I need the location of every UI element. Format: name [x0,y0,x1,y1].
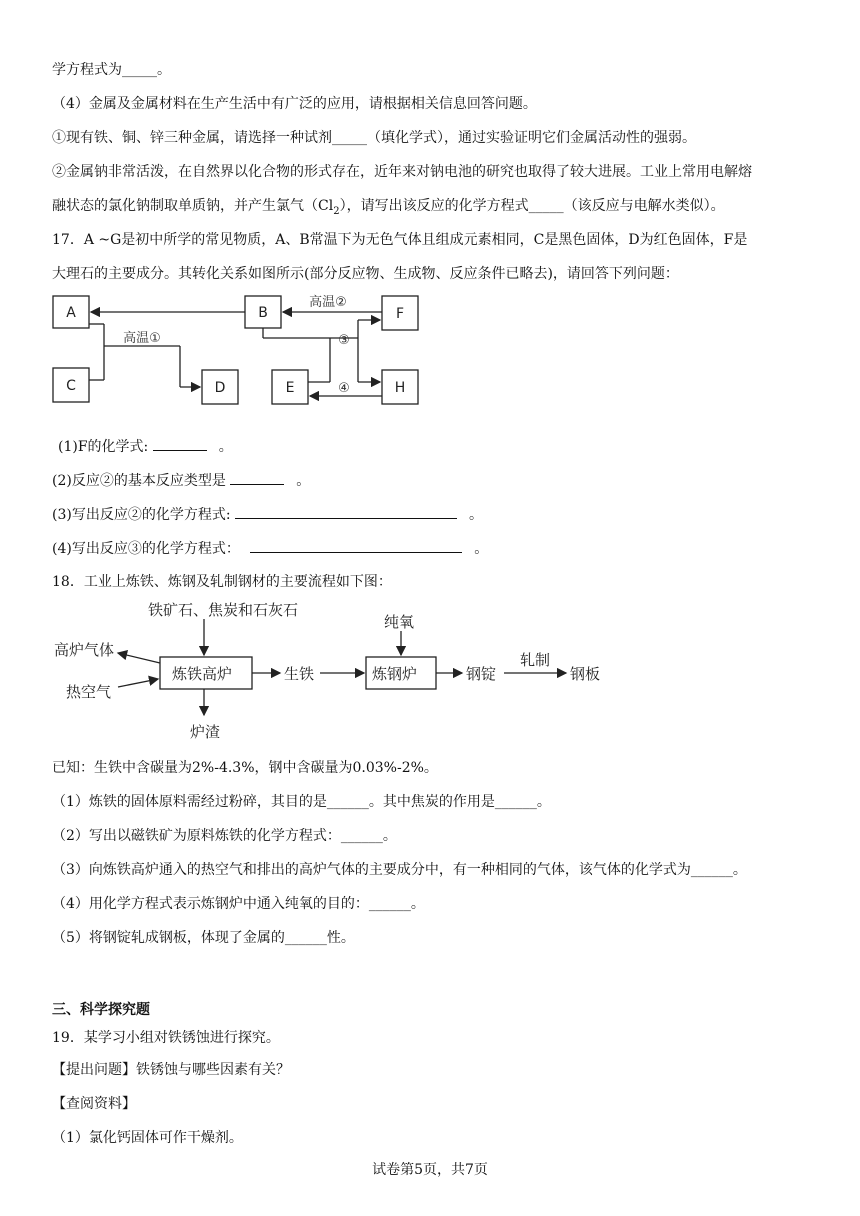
q17-stem-line2: 大理石的主要成分。其转化关系如图所示(部分反应物、生成物、反应条件已略去)，请回答下列问题： [52,266,679,282]
flow-oxygen: 纯氧 [384,613,415,631]
q17-q3-end: 。 [469,507,483,523]
page-footer: 试卷第5页，共7页 [372,1162,488,1178]
q17-q3-text: (3)写出反应②的化学方程式: [52,507,235,523]
q18-p5: （5）将钢锭轧成钢板，体现了金属的______性。 [52,930,355,946]
q16-tail-text: 学方程式为_____。 [52,62,171,78]
q18-known: 已知：生铁中含碳量为2%-4.3%，钢中含碳量为0.03%-2%。 [52,760,438,776]
arrow-hot-air-in [118,679,158,687]
q19-question: 【提出问题】铁锈蚀与哪些因素有关？ [52,1062,290,1078]
label-gaowen-1: 高温① [123,331,161,346]
arrow-gas-out [118,653,160,663]
q16-p4-item2-text-a: 融状态的氯化钠制取单质钠，并产生氯气（Cl [52,198,334,214]
q16-p4-intro: （4）金属及金属材料在生产生活中有广泛的应用，请根据相关信息回答问题。 [52,96,537,112]
answer-blank [230,470,284,485]
label-reaction-3: ③ [338,333,350,348]
q19-consult-heading: 【查阅资料】 [52,1096,136,1112]
flow-rolling: 轧制 [520,651,551,669]
flow-gas-out: 高炉气体 [54,641,115,659]
box-e-label: E [285,380,295,396]
q17-q1-text: (1)F的化学式: [58,439,153,455]
box-b-label: B [258,305,268,321]
section-title: 三、科学探究题 [52,1002,150,1018]
flow-pig-iron: 生铁 [284,665,315,683]
flow-raw-materials: 铁矿石、焦炭和石灰石 [148,601,299,619]
q17-q2-text: (2)反应②的基本反应类型是 [52,473,231,489]
q17-q4-end: 。 [474,541,489,557]
q16-p4-item2-text-b: ），请写出该反应的化学方程式_____（该反应与电解水类似）。 [339,198,725,214]
q16-p4-item2-line1: ②金属钠非常活泼，在自然界以化合物的形式存在，近年来对钠电池的研究也取得了较大进展。工业上常用电解熔 [52,164,752,180]
q18-flow-diagram [52,597,612,745]
flow-plate: 钢板 [570,665,601,683]
flow-hot-air: 热空气 [66,683,112,701]
flow-furnace1: 炼铁高炉 [172,665,233,683]
flow-slag: 炉渣 [190,723,221,741]
q18-p3: （3）向炼铁高炉通入的热空气和排出的高炉气体的主要成分中，有一种相同的气体，该气体的化学式为______。 [52,862,747,878]
q18-p4: （4）用化学方程式表示炼钢炉中通入纯氧的目的：______。 [52,896,425,912]
label-gaowen-2: 高温② [309,295,347,310]
q18-p1: （1）炼铁的固体原料需经过粉碎，其目的是______。其中焦炭的作用是______。 [52,794,551,810]
q16-p4-item2-line2 [52,196,725,222]
flow-furnace2: 炼钢炉 [372,665,418,683]
box-d-label: D [214,380,226,396]
q17-q3 [52,504,483,525]
box-a-label: A [66,305,76,321]
flow-ingot: 钢锭 [466,665,497,683]
q16-p4-item1: ①现有铁、铜、锌三种金属，请选择一种试剂_____（填化学式），通过实验证明它们金属活动性的强弱。 [52,130,696,146]
q17-q4-text: (4)写出反应③的化学方程式： [52,541,245,557]
q19-item1: （1）氯化钙固体可作干燥剂。 [52,1130,243,1146]
answer-blank [153,436,207,451]
subscript-2: 2 [333,205,340,217]
q17-q2 [52,470,310,491]
box-c-label: C [66,378,76,394]
q17-q2-end: 。 [296,473,311,489]
q18-stem: 18．工业上炼铁、炼钢及轧制钢材的主要流程如下图： [52,574,392,590]
label-reaction-4: ④ [338,381,350,396]
answer-blank [235,504,457,519]
q19-stem: 19．某学习小组对铁锈蚀进行探究。 [52,1030,280,1046]
box-h-label: H [394,380,406,396]
answer-blank [250,538,462,553]
q17-q1 [58,436,233,457]
q17-q4 [52,538,488,559]
q17-q1-end: 。 [218,439,233,455]
q18-p2: （2）写出以磁铁矿为原料炼铁的化学方程式：______。 [52,828,397,844]
box-f-label: F [395,306,405,322]
q17-transformation-diagram [40,290,440,415]
q17-stem-line1: 17．A ~G是初中所学的常见物质，A、B常温下为无色气体且组成元素相同，C是黑色固体，D为红色固体，F是 [52,232,748,248]
